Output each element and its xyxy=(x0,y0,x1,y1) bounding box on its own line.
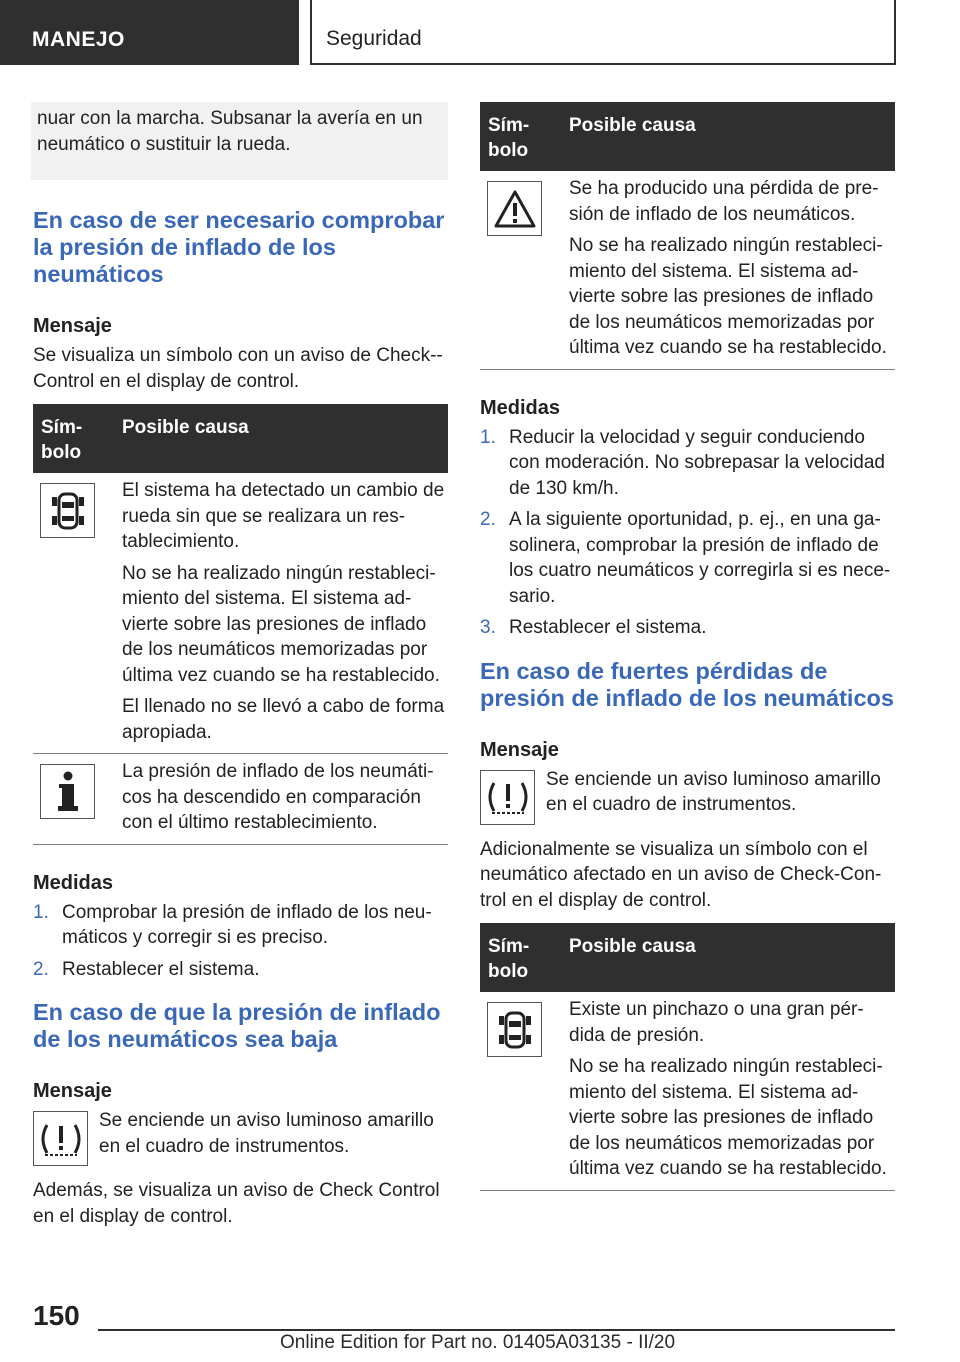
column-header-symbol: Sím- bolo xyxy=(33,404,114,473)
section-title: MANEJO xyxy=(32,28,125,51)
step-text: Reducir la velocidad y seguir conduciendo con moderación. No sobrepasar la velocidad de 130 km/h. xyxy=(509,426,885,499)
list-item xyxy=(480,507,895,609)
step-text: A la siguiente oportunidad, p. ej., en una ga-solinera, comprobar la presión de inflado de los cuatro neumáticos y corregirla si es nece-sario. xyxy=(509,509,891,607)
left-column xyxy=(33,102,448,1229)
table-row xyxy=(33,754,448,845)
cause-text: No se ha realizado ningún restableci-miento del sistema. El sistema ad-vierte sobre las presiones de inflado de los neumáticos memorizadas por última vez cuando se ha restablecido. xyxy=(569,235,887,358)
column-header-cause: Posible causa xyxy=(561,923,895,992)
table-row xyxy=(33,473,448,754)
cause-text: Se ha producido una pérdida de pre-sión de inflado de los neumáticos. xyxy=(569,178,879,225)
step-number: 2. xyxy=(33,958,49,980)
list-item xyxy=(33,900,448,951)
continued-text: nuar con la marcha. Subsanar la avería en un neumático o sustituir la rueda. xyxy=(31,102,448,180)
table-row xyxy=(480,171,895,369)
cause-text: No se ha realizado ningún restableci-miento del sistema. El sistema ad-vierte sobre las presiones de inflado de los neumáticos memorizadas por última vez cuando se ha restablecido. xyxy=(569,1056,887,1179)
message-text: Se enciende un aviso luminoso amarillo en el cuadro de instrumentos. xyxy=(546,768,881,815)
tire-pressure-warning-icon xyxy=(33,1111,88,1166)
right-column xyxy=(480,102,895,1191)
cause-text: Existe un pinchazo o una gran pér-dida de presión. xyxy=(569,999,864,1046)
cause-text: El llenado no se llevó a cabo de forma apropiada. xyxy=(122,696,445,743)
measures-heading: Medidas xyxy=(480,396,561,419)
footer-rule xyxy=(98,1329,895,1331)
message-heading: Mensaje xyxy=(480,738,559,761)
section-heading: En caso de que la presión de inflado de los neumáticos sea baja xyxy=(33,999,441,1052)
measures-list xyxy=(33,900,448,983)
column-header-symbol: Sím- bolo xyxy=(480,923,561,992)
list-item xyxy=(33,957,448,983)
info-icon xyxy=(40,764,95,819)
edition-note: Online Edition for Part no. 01405A03135 - II/20 xyxy=(280,1332,676,1353)
subsection-title: Seguridad xyxy=(326,27,422,50)
body-text: Adicionalmente se visualiza un símbolo con el neumático afectado en un aviso de Check-Con-trol en el display de control. xyxy=(480,838,882,911)
step-number: 1. xyxy=(480,426,496,448)
section-heading: En caso de ser necesario comprobar la presión de inflado de los neumáticos xyxy=(33,207,445,287)
measures-list xyxy=(480,425,895,641)
symbol-table xyxy=(480,102,895,370)
step-number: 1. xyxy=(33,901,49,923)
message-text: Se enciende un aviso luminoso amarillo en el cuadro de instrumentos. xyxy=(99,1110,434,1157)
measures-heading: Medidas xyxy=(33,871,114,894)
table-row xyxy=(480,992,895,1190)
page-number: 150 xyxy=(33,1300,80,1331)
step-text: Restablecer el sistema. xyxy=(62,958,260,980)
step-text: Restablecer el sistema. xyxy=(509,617,707,638)
symbol-table xyxy=(480,923,895,1191)
subsection-tab xyxy=(310,0,896,65)
column-header-cause: Posible causa xyxy=(561,102,895,171)
section-tab xyxy=(0,0,299,65)
cause-text: La presión de inflado de los neumáti-cos ha descendido en comparación con el último restablecimiento. xyxy=(122,761,434,833)
car-tire-icon xyxy=(40,483,95,538)
symbol-table xyxy=(33,404,448,845)
list-item xyxy=(480,425,895,502)
step-text: Comprobar la presión de inflado de los neu-máticos y corregir si es preciso. xyxy=(62,901,432,948)
car-tire-icon xyxy=(487,1002,542,1057)
column-header-cause: Posible causa xyxy=(114,404,448,473)
step-number: 3. xyxy=(480,617,496,638)
message-heading: Mensaje xyxy=(33,1080,112,1102)
cause-text: El sistema ha detectado un cambio de rueda sin que se realizara un res-tablecimiento. xyxy=(122,480,445,552)
list-item xyxy=(480,615,895,641)
message-row xyxy=(480,770,895,825)
warning-triangle-icon xyxy=(487,181,542,236)
section-heading: En caso de fuertes pérdidas de presión de inflado de los neumáticos xyxy=(480,657,894,711)
body-text: Además, se visualiza un aviso de Check Control en el display de control. xyxy=(33,1180,440,1227)
step-number: 2. xyxy=(480,509,496,530)
cause-text: No se ha realizado ningún restableci-miento del sistema. El sistema ad-vierte sobre las presiones de inflado de los neumáticos memorizadas por última vez cuando se ha restablecido. xyxy=(122,562,440,686)
message-heading: Mensaje xyxy=(33,315,112,337)
tire-pressure-warning-icon xyxy=(480,770,535,825)
column-header-symbol: Sím- bolo xyxy=(480,102,561,171)
message-text: Se visualiza un símbolo con un aviso de Check--Control en el display de control. xyxy=(33,345,443,392)
message-row xyxy=(33,1111,448,1166)
